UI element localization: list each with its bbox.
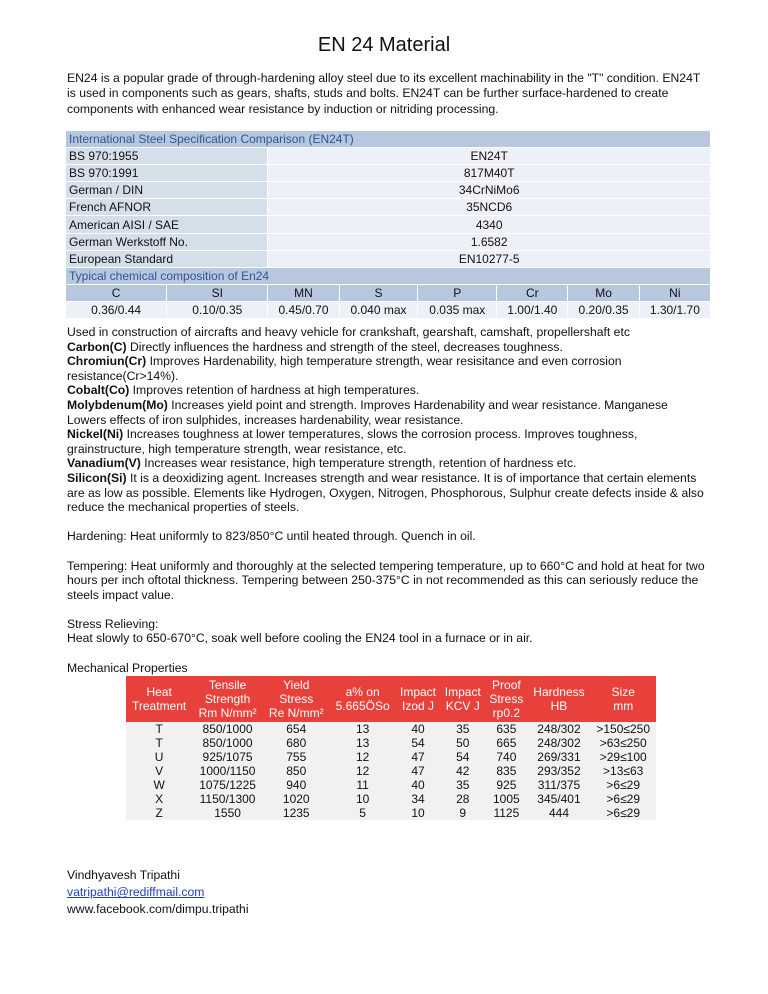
- table-row: [126, 806, 656, 820]
- element-description: Improves Hardenability, high temperature strength, wear resisitance and even corrosion resistance(Cr>14%).: [67, 354, 622, 383]
- mech-cell: 925: [485, 778, 527, 792]
- element-effect: [67, 456, 707, 471]
- mech-cell: 12: [330, 764, 396, 778]
- mech-cell: 34: [396, 792, 441, 806]
- element-effect: [67, 383, 707, 398]
- chem-column-header: MN: [268, 284, 339, 301]
- element-name: Chromiun(Cr): [67, 354, 147, 369]
- spec-comparison-table: [65, 130, 711, 319]
- element-name: Molybdenum(Mo): [67, 397, 168, 412]
- chem-value-cell: 0.45/0.70: [268, 301, 339, 318]
- chem-column-header: Cr: [497, 284, 568, 301]
- mech-cell: 293/352: [528, 764, 591, 778]
- table-row: [126, 778, 656, 792]
- mech-cell: 345/401: [528, 792, 591, 806]
- spec-standard-label: German Werkstoff No.: [66, 233, 268, 250]
- chem-value-cell: 0.040 max: [339, 301, 418, 318]
- spec-row: [66, 216, 711, 233]
- mech-header-line: rp0.2: [492, 706, 521, 720]
- chem-column-header: C: [66, 284, 167, 301]
- mech-cell: 665: [485, 736, 527, 750]
- mech-cell: 835: [485, 764, 527, 778]
- mech-cell: 13: [330, 736, 396, 750]
- mech-header-line: Impact: [444, 685, 481, 699]
- mech-cell: 54: [396, 736, 441, 750]
- usage-text: Used in construction of aircrafts and heavy vehicle for crankshaft, gearshaft, camshaft, propellershaft etc: [67, 325, 630, 339]
- mech-header-line: mm: [613, 699, 634, 713]
- chem-value-cell: 1.00/1.40: [497, 301, 568, 318]
- chem-value-cell: 0.035 max: [418, 301, 497, 318]
- mech-header-line: Rm N/mm²: [198, 706, 257, 720]
- mech-header-line: Stress: [489, 692, 524, 706]
- mechanical-properties-title: Mechanical Properties: [67, 661, 188, 675]
- mech-cell: 54: [440, 750, 485, 764]
- mech-cell: X: [126, 792, 192, 806]
- spec-table-heading: International Steel Specification Comparison (EN24T): [66, 131, 711, 148]
- mech-cell: U: [126, 750, 192, 764]
- spec-row: [66, 199, 711, 216]
- facebook-url: www.facebook.com/dimpu.tripathi: [67, 902, 249, 917]
- mech-column-header: [263, 676, 330, 722]
- chem-value-cell: 0.10/0.35: [167, 301, 268, 318]
- element-name: Vanadium(V): [67, 456, 141, 471]
- element-effects-list: [67, 340, 707, 515]
- mech-cell: 1550: [192, 806, 263, 820]
- mech-cell: 42: [440, 764, 485, 778]
- mech-cell: >6≤29: [590, 778, 656, 792]
- mech-column-header: [440, 676, 485, 722]
- mech-header-line: Yield: [283, 678, 310, 692]
- element-name: Nickel(Ni): [67, 427, 124, 442]
- spec-table-heading-row: [66, 131, 711, 148]
- chem-column-header: Ni: [639, 284, 710, 301]
- mech-cell: 50: [440, 736, 485, 750]
- mech-cell: 9: [440, 806, 485, 820]
- element-effect: [67, 427, 707, 456]
- mech-header-line: 5.665ÖSo: [335, 699, 390, 713]
- mech-cell: 10: [330, 792, 396, 806]
- spec-standard-label: European Standard: [66, 250, 268, 267]
- stress-relieving-text: Heat slowly to 650-670°C, soak well before cooling the EN24 tool in a furnace or in air.: [67, 631, 533, 646]
- mech-column-header: [192, 676, 263, 722]
- chem-value-cell: 0.36/0.44: [66, 301, 167, 318]
- element-effect: [67, 354, 707, 383]
- spec-standard-label: American AISI / SAE: [66, 216, 268, 233]
- mech-cell: 10: [396, 806, 441, 820]
- mech-column-header: [590, 676, 656, 722]
- element-effect: [67, 471, 707, 515]
- mech-header-line: a% on: [345, 685, 380, 699]
- mech-cell: 5: [330, 806, 396, 820]
- mech-column-header: [528, 676, 591, 722]
- spec-grade-value: EN24T: [268, 148, 711, 165]
- table-row: [126, 792, 656, 806]
- element-effect: [67, 398, 707, 427]
- mech-cell: >6≤29: [590, 806, 656, 820]
- hardening-text: Hardening: Heat uniformly to 823/850°C until heated through. Quench in oil.: [67, 529, 476, 544]
- mech-cell: >29≤100: [590, 750, 656, 764]
- mech-cell: 1150/1300: [192, 792, 263, 806]
- element-name: Silicon(Si): [67, 470, 127, 485]
- chem-column-row: [66, 284, 711, 301]
- chem-value-cell: 1.30/1.70: [639, 301, 710, 318]
- spec-row: [66, 165, 711, 182]
- mech-cell: 654: [263, 722, 330, 736]
- mech-column-header: [396, 676, 441, 722]
- author-email-link[interactable]: vatripathi@rediffmail.com: [67, 885, 205, 900]
- spec-grade-value: 4340: [268, 216, 711, 233]
- mech-cell: Z: [126, 806, 192, 820]
- spec-grade-value: EN10277-5: [268, 250, 711, 267]
- mech-cell: W: [126, 778, 192, 792]
- spec-row: [66, 250, 711, 267]
- spec-grade-value: 34CrNiMo6: [268, 182, 711, 199]
- element-description: Improves retention of hardness at high temperatures.: [129, 383, 420, 398]
- mech-cell: 12: [330, 750, 396, 764]
- mech-cell: T: [126, 736, 192, 750]
- author-footer: [67, 867, 249, 919]
- mech-header-line: Hardness: [533, 685, 585, 699]
- mechanical-properties-table: [126, 676, 656, 820]
- mech-cell: 311/375: [528, 778, 591, 792]
- chem-value-cell: 0.20/0.35: [568, 301, 639, 318]
- intro-paragraph: EN24 is a popular grade of through-hardening alloy steel due to its excellent machinability in the "T" condition. EN24T is used in components such as gears, shafts, studs and bolts. EN24T can be further surface-hardened to create components with enhanced wear resistance by induction or nitriding processing.: [67, 71, 701, 116]
- spec-standard-label: French AFNOR: [66, 199, 268, 216]
- spec-row: [66, 182, 711, 199]
- mech-header-line: Re N/mm²: [268, 706, 324, 720]
- chem-column-header: Mo: [568, 284, 639, 301]
- mech-cell: 1075/1225: [192, 778, 263, 792]
- chem-heading-row: [66, 267, 711, 284]
- spec-standard-label: BS 970:1991: [66, 165, 268, 182]
- element-effect: [67, 340, 707, 355]
- element-description: Increases wear resistance, high temperature strength, retention of hardness etc.: [140, 456, 577, 471]
- element-description: Increases toughness at lower temperatures, slows the corrosion process. Improves toughness, grainstructure, high temperature strength, wear resistance, etc.: [67, 427, 638, 456]
- mech-header-line: Proof: [492, 678, 521, 692]
- mech-cell: 35: [440, 722, 485, 736]
- spec-grade-value: 817M40T: [268, 165, 711, 182]
- mech-header-line: Izod J: [402, 699, 435, 713]
- mech-cell: 635: [485, 722, 527, 736]
- spec-grade-value: 35NCD6: [268, 199, 711, 216]
- table-row: [126, 736, 656, 750]
- mech-cell: 11: [330, 778, 396, 792]
- mech-header-line: Treatment: [132, 699, 187, 713]
- mech-cell: 1235: [263, 806, 330, 820]
- mech-cell: >63≤250: [590, 736, 656, 750]
- spec-standard-label: BS 970:1955: [66, 148, 268, 165]
- stress-relieving-title: Stress Relieving:: [67, 616, 159, 631]
- table-row: [126, 764, 656, 778]
- mech-header-line: Size: [611, 685, 635, 699]
- mech-cell: 269/331: [528, 750, 591, 764]
- table-row: [126, 750, 656, 764]
- spec-row: [66, 148, 711, 165]
- mech-cell: 740: [485, 750, 527, 764]
- mech-cell: >150≤250: [590, 722, 656, 736]
- mech-header-line: Strength: [204, 692, 251, 706]
- author-name: Vindhyavesh Tripathi: [67, 868, 180, 882]
- chem-column-header: SI: [167, 284, 268, 301]
- mech-cell: 13: [330, 722, 396, 736]
- element-name: Cobalt(Co): [67, 383, 130, 398]
- tempering-text: Tempering: Heat uniformly and thoroughly at the selected tempering temperature, up to 660°C and hold at heat for two hours per inch oftotal thickness. Tempering between 250-375°C in not recommended as this can seriously reduce the steels impact value.: [67, 558, 705, 602]
- mech-cell: 755: [263, 750, 330, 764]
- mech-header-line: Impact: [400, 685, 437, 699]
- mech-cell: 47: [396, 750, 441, 764]
- chem-heading: Typical chemical composition of En24: [66, 267, 711, 284]
- mech-cell: 850/1000: [192, 722, 263, 736]
- chem-value-row: [66, 301, 711, 318]
- chem-column-header: S: [339, 284, 418, 301]
- element-name: Carbon(C): [67, 339, 127, 354]
- mech-column-header: [126, 676, 192, 722]
- element-description: Increases yield point and strength. Improves Hardenability and wear resistance. Manganese Lowers effects of iron sulphides, increases hardenability, wear resistance.: [67, 397, 668, 427]
- mech-header-line: Stress: [279, 692, 314, 706]
- mech-cell: 248/302: [528, 722, 591, 736]
- spec-standard-label: German / DIN: [66, 182, 268, 199]
- mech-cell: 248/302: [528, 736, 591, 750]
- spec-row: [66, 233, 711, 250]
- element-description: It is a deoxidizing agent. Increases strength and wear resistance. It is of importance that certain elements are as low as possible. Elements like Hydrogen, Oxygen, Nitrogen, Phosphorous, Sulphur create defects inside & also reduce the mechanical properties of steels.: [67, 470, 704, 515]
- table-row: [126, 722, 656, 736]
- mech-column-header: [485, 676, 527, 722]
- mech-cell: 925/1075: [192, 750, 263, 764]
- mech-cell: 850/1000: [192, 736, 263, 750]
- mech-header-line: HB: [550, 699, 568, 713]
- mech-cell: 1005: [485, 792, 527, 806]
- mech-cell: 35: [440, 778, 485, 792]
- mech-cell: 940: [263, 778, 330, 792]
- mech-cell: >6≤29: [590, 792, 656, 806]
- spec-grade-value: 1.6582: [268, 233, 711, 250]
- chem-column-header: P: [418, 284, 497, 301]
- mech-cell: 1125: [485, 806, 527, 820]
- mech-cell: >13≤63: [590, 764, 656, 778]
- mech-cell: 47: [396, 764, 441, 778]
- mech-header-line: KCV J: [445, 699, 480, 713]
- mech-header-line: Tensile: [208, 678, 247, 692]
- mech-cell: 680: [263, 736, 330, 750]
- mech-cell: 850: [263, 764, 330, 778]
- mech-cell: 28: [440, 792, 485, 806]
- mech-cell: 444: [528, 806, 591, 820]
- mech-cell: 40: [396, 722, 441, 736]
- mech-cell: V: [126, 764, 192, 778]
- mech-cell: 40: [396, 778, 441, 792]
- mech-header-line: Heat: [146, 685, 172, 699]
- mech-cell: 1000/1150: [192, 764, 263, 778]
- mech-column-header: [330, 676, 396, 722]
- mech-cell: T: [126, 722, 192, 736]
- mech-cell: 1020: [263, 792, 330, 806]
- properties-text: [67, 325, 707, 646]
- page-title: EN 24 Material: [317, 34, 451, 56]
- element-description: Directly influences the hardness and strength of the steel, decreases toughness.: [126, 339, 563, 354]
